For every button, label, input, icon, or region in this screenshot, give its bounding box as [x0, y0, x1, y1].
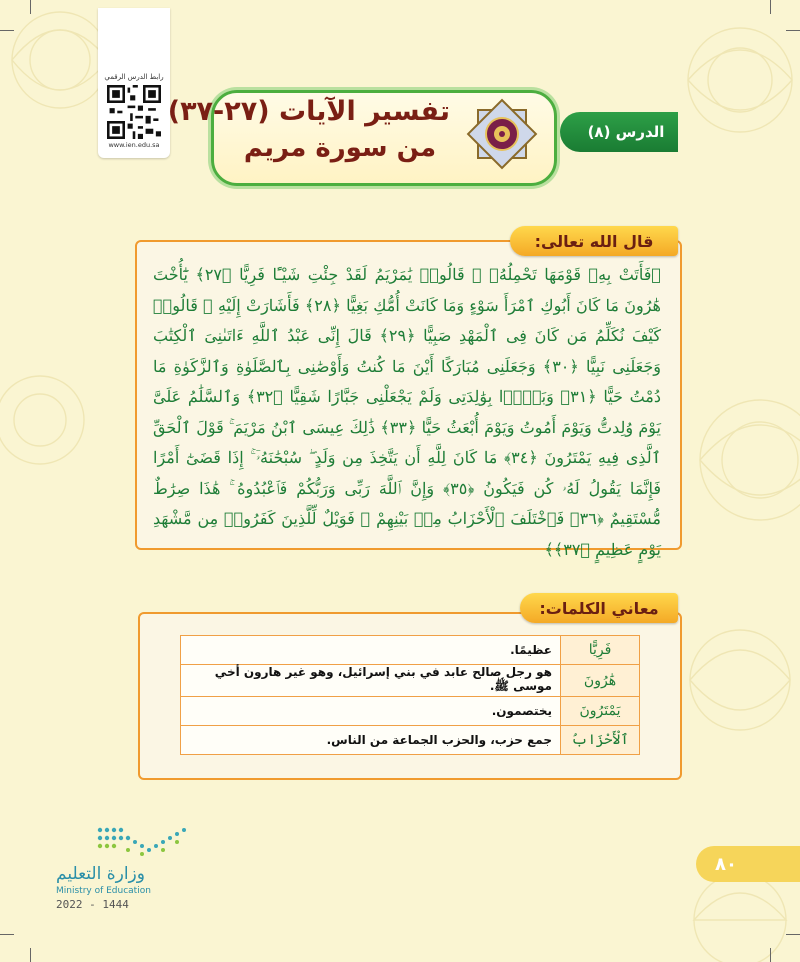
table-row [181, 636, 640, 665]
word-cell: ٱلْأَحْزَابُ [561, 726, 640, 755]
crop-mark [0, 30, 14, 31]
meaning-cell: هو رجل صالح عابد في بني إسرائيل، وهو غير هارون أخي موسى ﷺ. [181, 665, 561, 697]
crop-mark [770, 0, 771, 14]
qr-url[interactable]: www.ien.edu.sa [108, 141, 160, 149]
ministry-name-en: Ministry of Education [56, 886, 151, 896]
word-cell: فَرِيًّا [561, 636, 640, 665]
table-row [181, 726, 640, 755]
ministry-logo-icon [90, 822, 190, 862]
crop-mark [30, 948, 31, 962]
meaning-cell: يختصمون. [181, 697, 561, 726]
table-row [181, 665, 640, 697]
qr-code-icon[interactable] [107, 85, 161, 139]
page-title: تفسير الآيات (٢٧-٣٧) [167, 96, 450, 127]
table-row [181, 697, 640, 726]
ornament-icon [464, 96, 540, 172]
crop-mark [786, 934, 800, 935]
meaning-cell: جمع حزب، والحزب الجماعة من الناس. [181, 726, 561, 755]
word-cell: هَٰرُونَ [561, 665, 640, 697]
word-cell: يَمْتَرُونَ [561, 697, 640, 726]
quran-heading: قال الله تعالى: [510, 226, 678, 256]
edition-year: 2022 - 1444 [56, 898, 129, 911]
page-subtitle: من سورة مريم [243, 133, 437, 163]
crop-mark [770, 948, 771, 962]
ministry-name-ar: وزارة التعليم [56, 864, 145, 884]
lesson-badge: الدرس (٨) [587, 123, 665, 141]
page-number: ٨٠ [715, 853, 737, 875]
crop-mark [30, 0, 31, 14]
crop-mark [786, 30, 800, 31]
meanings-heading: معاني الكلمات: [520, 593, 678, 623]
qr-label: رابط الدرس الرقمي [104, 73, 164, 81]
crop-mark [0, 934, 14, 935]
quran-verses: ﴿فَأَتَتْ بِهِۦ قَوْمَهَا تَحْمِلُهُۥ ۖ قَالُوا۟ يَٰمَرْيَمُ لَقَدْ جِئْتِ شَيْـًٔا فَرِيًّا ﴿٢٧﴾ يَٰٓأُخْتَ هَٰرُونَ مَا كَانَ أَبُوكِ ٱمْرَأَ سَوْءٍ وَمَا كَانَتْ أُمُّكِ بَغِيًّا ﴿٢٨﴾ فَأَشَارَتْ إِلَيْهِ ۖ قَالُوا۟ كَيْفَ نُكَلِّمُ مَن كَانَ فِى ٱلْمَهْدِ صَبِيًّا ﴿٢٩﴾ قَالَ إِنِّى عَبْدُ ٱللَّهِ ءَاتَىٰنِىَ ٱلْكِتَٰبَ وَجَعَلَنِى نَبِيًّا ﴿٣٠﴾ وَجَعَلَنِى مُبَارَكًا أَيْنَ مَا كُنتُ وَأَوْصَٰنِى بِٱلصَّلَوٰةِ وَٱلزَّكَوٰةِ مَا دُمْتُ حَيًّا ﴿٣١﴾ وَبَرًّۢا بِوَٰلِدَتِى وَلَمْ يَجْعَلْنِى جَبَّارًا شَقِيًّا ﴿٣٢﴾ وَٱلسَّلَٰمُ عَلَىَّ يَوْمَ وُلِدتُّ وَيَوْمَ أَمُوتُ وَيَوْمَ أُبْعَثُ حَيًّا ﴿٣٣﴾ ذَٰلِكَ عِيسَى ٱبْنُ مَرْيَمَ ۚ قَوْلَ ٱلْحَقِّ ٱلَّذِى فِيهِ يَمْتَرُونَ ﴿٣٤﴾ مَا كَانَ لِلَّهِ أَن يَتَّخِذَ مِن وَلَدٍ ۖ سُبْحَٰنَهُۥٓ ۚ إِذَا قَضَىٰٓ أَمْرًا فَإِنَّمَا يَقُولُ لَهُۥ كُن فَيَكُونُ ﴿٣٥﴾ وَإِنَّ ٱللَّهَ رَبِّى وَرَبُّكُمْ فَٱعْبُدُوهُ ۚ هَٰذَا صِرَٰطٌ مُّسْتَقِيمٌ ﴿٣٦﴾ فَٱخْتَلَفَ ٱلْأَحْزَابُ مِنۢ بَيْنِهِمْ ۖ فَوَيْلٌ لِّلَّذِينَ كَفَرُوا۟ مِن مَّشْهَدِ يَوْمٍ عَظِيمٍ ﴿٣٧﴾﴾ [153, 265, 662, 559]
meanings-table [180, 635, 640, 755]
meaning-cell: عظيمًا. [181, 636, 561, 665]
